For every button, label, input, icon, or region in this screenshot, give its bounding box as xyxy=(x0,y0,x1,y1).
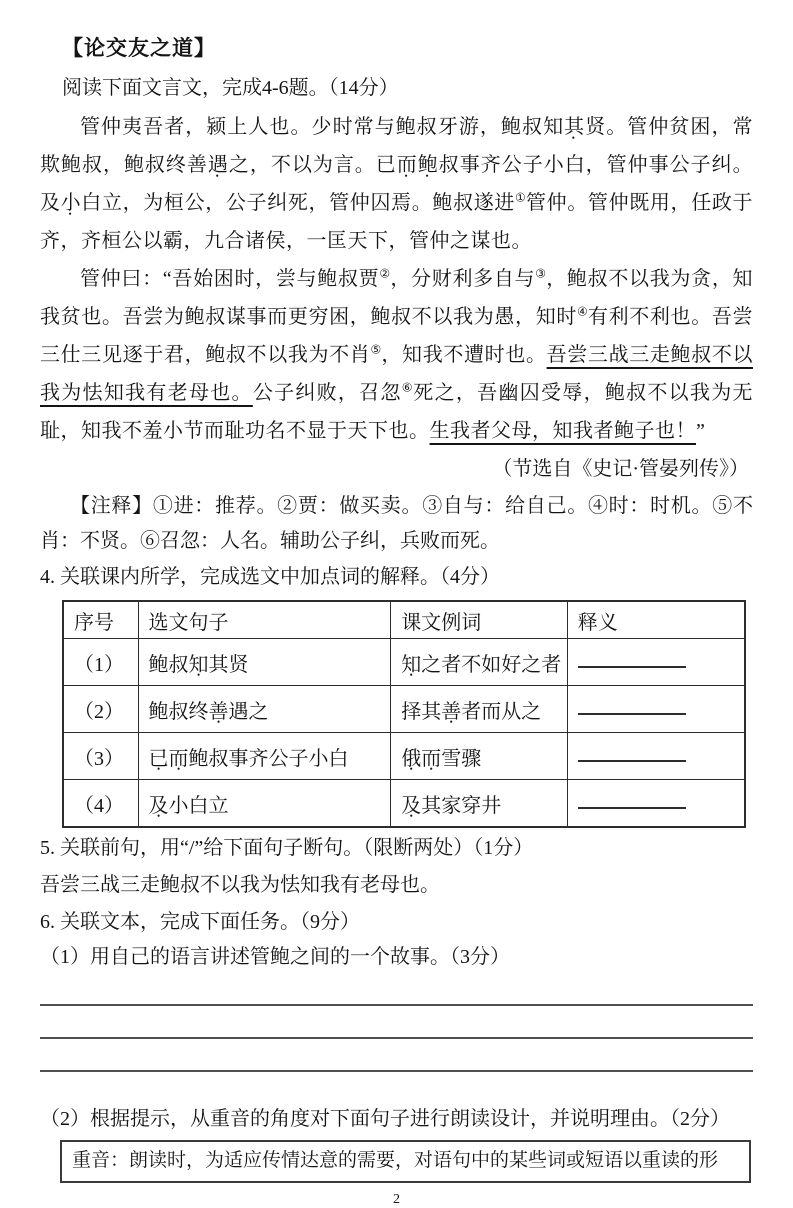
meaning-cell xyxy=(567,686,745,733)
header-cell-sentence: 选文句子 xyxy=(138,601,391,639)
table-row xyxy=(63,686,745,733)
answer-blank xyxy=(578,746,686,762)
question-5-sentence: 吾尝三战三走鲍叔不以我为怯知我有老母也。 xyxy=(40,874,440,896)
header-cell-meaning: 释义 xyxy=(567,601,745,639)
passage-paragraph-2: 管仲曰：“吾始困时，尝与鲍叔贾②，分财利多自与③，鲍叔不以我为贪，知我贫也。吾尝为鲍叔谋事而更穷困，鲍叔不以我为愚，知时④有利不利也。吾尝三仕三见逐于君，鲍叔不以我为不肖⑤，知我不遭时也。吾尝三战三走鲍叔不以我为怯知我有老母也。公子纠败，召忽⑥死之，吾幽囚受辱，鲍叔不以我为无耻，知我不羞小节而耻功名不显于天下也。生我者父母，知我者鲍子也！” xyxy=(40,266,754,442)
table-row xyxy=(63,780,745,828)
stress-hint-box: 重音：朗读时，为适应传情达意的需要，对语句中的某些词或短语以重读的形 xyxy=(60,1140,751,1183)
example-cell: 择其善者而从之 xyxy=(391,686,568,733)
reading-instruction: 阅读下面文言文，完成4-6题。（14分） xyxy=(62,77,399,99)
meaning-cell xyxy=(567,780,745,828)
question-5-label: 5. 关联前句，用“/”给下面句子断句。（限断两处）（1分） xyxy=(40,837,534,859)
question-4-label: 4. 关联课内所学，完成选文中加点词的解释。（4分） xyxy=(40,566,500,588)
row-number: （1） xyxy=(63,639,138,686)
question-6-sub1: （1）用自己的语言讲述管鲍之间的一个故事。（3分） xyxy=(40,946,510,968)
row-number: （4） xyxy=(63,780,138,828)
answer-area xyxy=(40,1004,753,1072)
passage-paragraph-1: 管仲夷吾者，颍上人也。少时常与鲍叔牙游，鲍叔知其贤。管仲贫困，常欺鲍叔，鲍叔终善遇之，不以为言。已而鲍叔事齐公子小白，管仲事公子纠。及小白立，为桓公，公子纠死，管仲囚焉。鲍叔遂进①管仲。管仲既用，任政于齐，齐桓公以霸，九合诸侯，一匡天下，管仲之谋也。 xyxy=(40,116,754,252)
answer-blank xyxy=(578,793,686,809)
page-number: 2 xyxy=(393,1192,400,1207)
sentence-cell: 鲍叔知其贤 xyxy=(138,639,391,686)
passage-notes: 【注释】①进：推荐。②贾：做买卖。③自与：给自己。④时：时机。⑤不肖：不贤。⑥召忽：人名。辅助公子纠，兵败而死。 xyxy=(40,495,753,552)
question-6-sub2: （2）根据提示，从重音的角度对下面句子进行朗读设计，并说明理由。（2分） xyxy=(40,1108,730,1130)
classical-passage xyxy=(40,108,753,450)
table-row xyxy=(63,639,745,686)
question-6-label: 6. 关联文本，完成下面任务。（9分） xyxy=(40,911,360,933)
sentence-cell: 鲍叔终善遇之 xyxy=(138,686,391,733)
row-number: （3） xyxy=(63,733,138,780)
example-cell: 知之者不如好之者 xyxy=(391,639,568,686)
section-title: 【论交友之道】 xyxy=(62,36,216,60)
example-cell: 俄而雪骤 xyxy=(391,733,568,780)
meaning-cell xyxy=(567,639,745,686)
header-cell-number: 序号 xyxy=(63,601,138,639)
table-row xyxy=(63,733,745,780)
answer-line xyxy=(40,1004,753,1006)
row-number: （2） xyxy=(63,686,138,733)
sentence-cell: 及小白立 xyxy=(138,780,391,828)
answer-blank xyxy=(578,652,686,668)
header-cell-example: 课文例词 xyxy=(391,601,568,639)
answer-line xyxy=(40,1037,753,1039)
answer-blank xyxy=(578,699,686,715)
source-attribution: （节选自《史记·管晏列传》） xyxy=(492,458,749,480)
example-cell: 及其家穿井 xyxy=(391,780,568,828)
meaning-cell xyxy=(567,733,745,780)
sentence-cell: 已而鲍叔事齐公子小白 xyxy=(138,733,391,780)
vocab-table xyxy=(62,600,746,828)
vocab-table-header-row xyxy=(63,601,745,639)
answer-line xyxy=(40,1070,753,1072)
